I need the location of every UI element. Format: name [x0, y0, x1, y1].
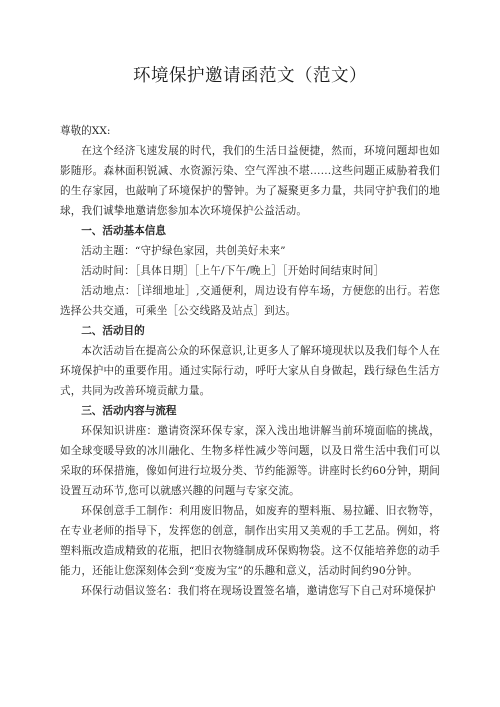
activity-time: 活动时间：［具体日期］［上午/下午/晚上］［开始时间结束时间］	[81, 265, 385, 277]
intro-paragraph: 在这个经济飞速发展的时代，我们的生活日益便捷，然而，环境问题却也如影随形。森林面积锐减、水资源污染、空气浑浊不堪……这些问题正威胁着我们的生存家园，也敲响了环境保护的警钟。为了凝聚更多力量，共同守护我们的地球，我们诚挚地邀请您参加本次环境保护公益活动。	[60, 145, 440, 217]
signature-paragraph: 环保行动倡议签名：我们将在现场设置签名墙，邀请您写下自己对环境保护	[81, 585, 436, 597]
lecture-paragraph: 环保知识讲座：邀请资深环保专家，深入浅出地讲解当前环境面临的挑战，如全球变暖导致的冰川融化、生物多样性减少等问题，以及日常生活中我们可以采取的环保措施，像如何进行垃圾分类、节约能源等。讲座时长约60分钟，期间设置互动环节,您可以就感兴趣的问题与专家交流。	[60, 425, 440, 497]
greeting: 尊敬的XX:	[60, 125, 111, 137]
section-heading-content-flow: 三、活动内容与流程	[81, 405, 177, 417]
purpose-paragraph: 本次活动旨在提高公众的环保意识,让更多人了解环境现状以及我们每个人在环境保护中的重要作用。通过实际行动，呼吁大家从自身做起，践行绿色生活方式，共同为改善环境贡献力量。	[60, 345, 440, 397]
handicraft-paragraph: 环保创意手工制作：利用废旧物品，如废弃的塑料瓶、易拉罐、旧衣物等，在专业老师的指导下，发挥您的创意，制作出实用又美观的手工艺品。例如，将塑料瓶改造成精致的花瓶，把旧衣物缝制成环保购物袋。这不仅能培养您的动手能力，还能让您深刻体会到“变废为宝”的乐趣和意义，活动时间约90分钟。	[60, 505, 440, 577]
document-title: 环境保护邀请函范文（范文）	[133, 66, 367, 86]
section-heading-purpose: 二、活动目的	[81, 325, 145, 337]
activity-location: 活动地点：［详细地址］,交通便利，周边设有停车场，方便您的出行。若您选择公共交通，可乘坐［公交线路及站点］到达。	[60, 285, 440, 317]
section-heading-basic-info: 一、活动基本信息	[81, 225, 166, 237]
activity-theme: 活动主题：“守护绿色家园，共创美好未来”	[81, 245, 286, 257]
